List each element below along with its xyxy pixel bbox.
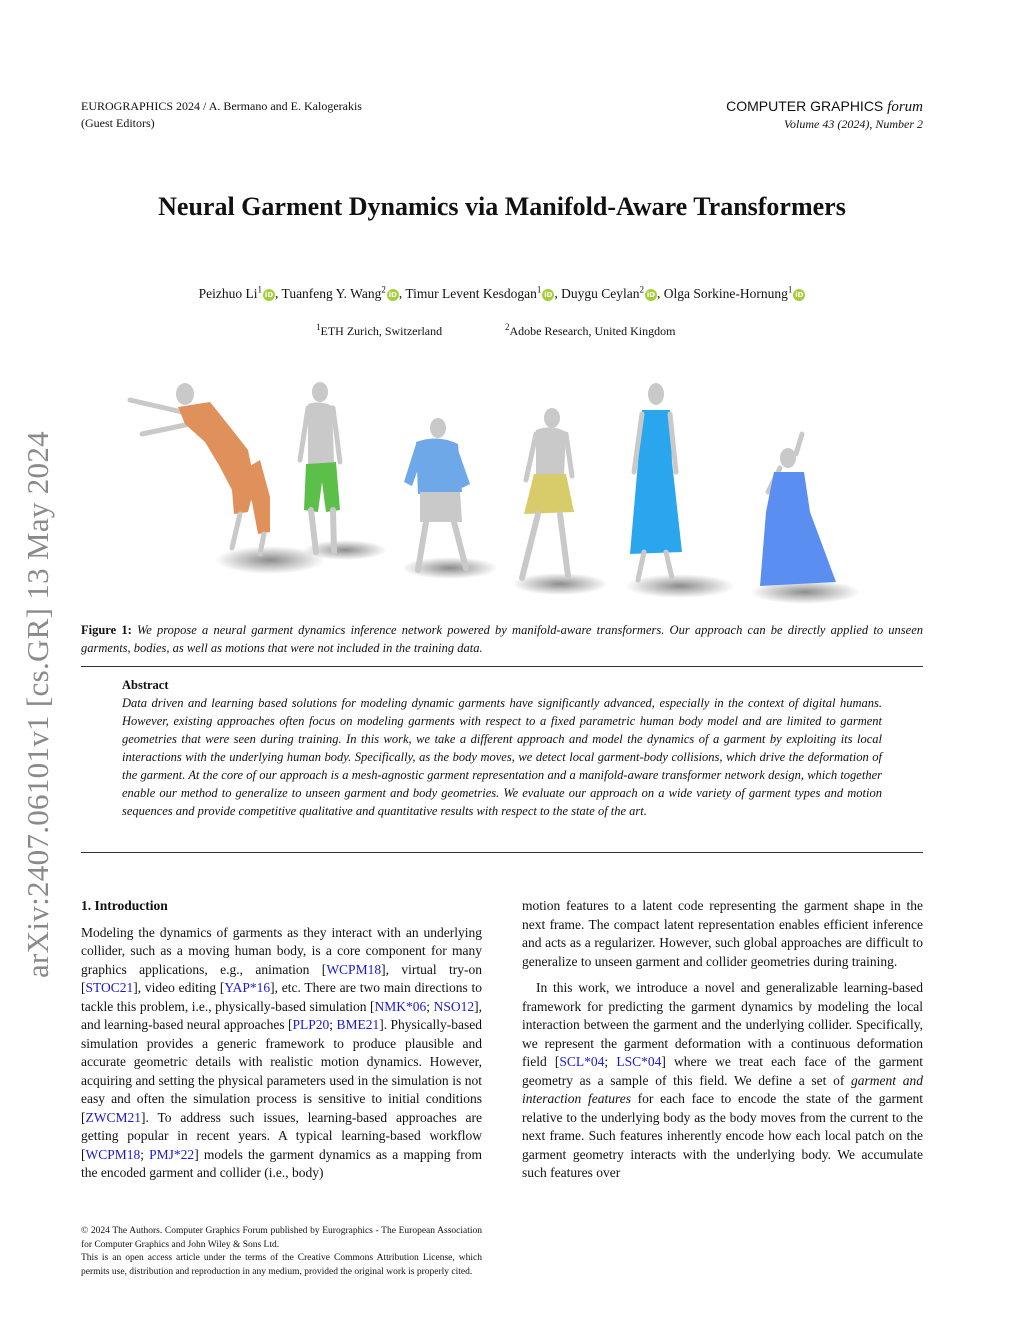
- author-affil-num: 1: [257, 284, 263, 294]
- body-leg: [522, 514, 538, 578]
- author-name: Timur Levent Kesdogan: [405, 285, 537, 301]
- journal-name: [726, 98, 923, 116]
- caption-label: Figure 1:: [81, 623, 132, 637]
- author-affil-num: 2: [639, 284, 644, 294]
- caption-text: We propose a neural garment dynamics inference network powered by manifold-aware transformers. Our approach can be directly applied to unseen garments, bodies, as well as motions that were not included in the training data.: [81, 623, 924, 655]
- conference-line: EUROGRAPHICS 2024 / A. Bermano and E. Kalogerakis: [81, 99, 362, 113]
- character-green-shorts: [300, 382, 387, 560]
- paragraph-text: ], and learning-based neural approaches [: [81, 998, 482, 1032]
- paragraph-text: ] where we treat each face of the garment geometry as a sample of this field. We define a set of: [522, 1054, 923, 1088]
- citation-link[interactable]: LSC*04: [616, 1054, 662, 1069]
- body-arm: [130, 400, 182, 412]
- paragraph-text: ], video editing [: [133, 980, 225, 995]
- author-name: Duygu Ceylan: [561, 285, 640, 301]
- paragraph-text: ;: [604, 1054, 617, 1069]
- citation-link[interactable]: PLP20: [292, 1017, 330, 1032]
- body-leg: [666, 552, 672, 578]
- abstract-bottom-rule: [81, 852, 923, 853]
- left-column: [81, 897, 482, 1183]
- author[interactable]: [664, 286, 806, 301]
- character-blue-sweater: [402, 418, 498, 579]
- license-line: This is an open access article under the terms of the Creative Commons Attribution License, which permits use, distribution and reproduction in any medium, provided the original work is properly cited.: [81, 1253, 482, 1277]
- body-head: [176, 383, 194, 405]
- copyright-line: © 2024 The Authors. Computer Graphics Forum published by Eurographics - The European Association for Computer Graphics and John Wiley & Sons Ltd.: [81, 1226, 482, 1250]
- citation-link[interactable]: NSO12: [433, 998, 475, 1014]
- author-name: Tuanfeng Y. Wang: [281, 285, 382, 301]
- paragraph-text: ]. To address such issues, learning-based approaches are getting popular in recent years. A typical learning-based workflow [: [81, 1109, 482, 1162]
- citation-link[interactable]: NMK*06: [374, 998, 427, 1014]
- journal-caps: COMPUTER GRAPHICS: [726, 98, 884, 114]
- character-orange-jumpsuit: [130, 383, 325, 574]
- author-name: Peizhuo Li: [198, 285, 258, 301]
- journal-forum: forum: [887, 99, 923, 115]
- paragraph-text: ] models the garment dynamics as a mapping from the encoded garment and collider (i.e., body): [81, 1146, 482, 1180]
- citation-link[interactable]: STOC21: [85, 980, 134, 995]
- paragraph-text: ], virtual try-on [: [81, 961, 482, 995]
- character-cyan-dress: [625, 383, 735, 598]
- citation-link[interactable]: WCPM18: [326, 961, 382, 977]
- body-leg: [232, 514, 240, 548]
- affiliation-num: 1: [316, 322, 321, 332]
- intro-paragraph-1: [81, 924, 482, 1183]
- body-arm: [333, 408, 340, 462]
- affiliation: [316, 322, 442, 339]
- citation-link[interactable]: YAP*16: [224, 980, 271, 995]
- ground-shadow: [625, 574, 735, 598]
- paragraph-text: ], etc. There are two main directions to tackle this problem, i.e., physically-based simulation [: [81, 980, 483, 1014]
- teaser-figure: [120, 372, 860, 612]
- body-leg: [560, 514, 568, 576]
- garment-shape: [760, 472, 836, 586]
- orcid-icon[interactable]: iD: [646, 290, 656, 299]
- abstract: [122, 676, 882, 820]
- orcid-icon[interactable]: iD: [264, 290, 274, 299]
- body-head: [544, 408, 560, 428]
- author[interactable]: [199, 286, 275, 301]
- guest-editors-line: (Guest Editors): [81, 116, 155, 130]
- body-head: [312, 382, 328, 402]
- paragraph-text: for each face to encode the state of the garment relative to the underlying body as the body moves from the current to the next frame. Such features inherently encode how each local patch on the garment geometry interacts with the underlying body. We accumulate such features over: [522, 1091, 923, 1180]
- orcid-icon[interactable]: iD: [795, 290, 804, 299]
- body-leg: [638, 552, 644, 580]
- body-arm: [566, 434, 572, 476]
- abstract-heading: Abstract: [122, 678, 169, 692]
- abstract-body: Data driven and learning based solutions for modeling dynamic garments have significantly advanced, especially in the context of digital humans. However, existing approaches often focus on modeling garments with respect to a fixed parametric human body model and are limited to garment geometries that were seen during training. In this work, we take a different approach and model the dynamics of a garment by exploiting its local interactions with the underlying human body. Specifically, as the body moves, we detect local garment-body collisions, which drive the deformation of the garment. At the core of our approach is a mesh-agnostic garment representation and a manifold-aware transformer network design, which together enable our method to generalize to unseen garment and body geometries. We evaluate our approach on a wide variety of garment types and motion sequences and provide competitive qualitative and quantitative results with respect to the state of the art.: [122, 696, 882, 818]
- author-affil-num: 2: [381, 284, 386, 294]
- character-blue-gown: [750, 434, 860, 604]
- section-heading: 1. Introduction: [81, 898, 168, 913]
- body-hips: [420, 492, 462, 522]
- body-head: [780, 448, 796, 468]
- citation-link[interactable]: ZWCM21: [85, 1109, 141, 1125]
- author-affil-num: 1: [536, 284, 542, 294]
- ground-shadow: [512, 573, 608, 595]
- author-list: Peizhuo Li$^1$iD , Tuanfeng Y. Wang$^2$iD , Timur Levent Kesdogan$^1$iD , Duygu Ceylan$^2$iD , Olga Sorkine-Hornung$^1$iD: [198, 284, 804, 301]
- copyright-footer: [81, 1225, 482, 1279]
- orcid-icon[interactable]: iD: [544, 290, 553, 299]
- body-head: [648, 383, 664, 405]
- paper-title: Neural Garment Dynamics via Manifold-Aware Transformers: [158, 192, 846, 221]
- author-affil-num: 1: [787, 284, 793, 294]
- affiliation-text: ETH Zurich, Switzerland: [320, 324, 443, 338]
- volume-line: Volume 43 (2024), Number 2: [784, 117, 923, 131]
- affiliation-num: 2: [505, 322, 510, 332]
- body-arm: [526, 434, 536, 480]
- citation-link[interactable]: BME21: [336, 1017, 380, 1032]
- body-head: [430, 418, 446, 438]
- body-torso: [536, 427, 566, 476]
- intro-paragraph-2: motion features to a latent code representing the garment shape in the next frame. The compact latent representation enables efficient inference and acts as a regularizer. However, such global approaches are difficult to generalize to unseen garment and collider geometries during training.: [522, 898, 923, 969]
- author[interactable]: [282, 286, 399, 301]
- author[interactable]: [561, 286, 657, 301]
- paragraph-text: ;: [140, 1146, 150, 1162]
- abstract-top-rule: [81, 666, 923, 667]
- affiliation: [505, 322, 675, 339]
- arxiv-stamp[interactable]: arXiv:2407.06101v1 [cs.GR] 13 May 2024: [20, 431, 55, 978]
- author-name: Olga Sorkine-Hornung: [663, 285, 788, 301]
- emphasis-text: garment and interaction features: [522, 1072, 923, 1106]
- author[interactable]: [405, 286, 554, 301]
- body-arm: [142, 424, 190, 434]
- running-header-left: [81, 98, 362, 132]
- paragraph-text: ;: [329, 1017, 337, 1032]
- body-torso: [308, 402, 334, 464]
- citation-link[interactable]: WCPM18: [85, 1146, 141, 1162]
- running-header-right: [726, 98, 923, 133]
- body-arm: [300, 408, 308, 460]
- right-column: [522, 897, 923, 1183]
- body-arm: [796, 434, 802, 454]
- garment-shape: [524, 474, 574, 514]
- paragraph-text: ]. Physically-based simulation provides a generic framework to produce plausible and accurate geometric details with realistic motion dynamics. However, acquiring and setting the physical parameters used in the simulation is not easy and often the simulation process is sensitive to initial conditions [: [81, 1017, 482, 1125]
- intro-paragraph-3: [522, 979, 923, 1183]
- citation-link[interactable]: PMJ*22: [149, 1146, 195, 1162]
- body-leg: [333, 510, 334, 552]
- paragraph-text: In this work, we introduce a novel and generalizable learning-based framework for predicting the garment dynamics by modeling the local interaction between the garment and the underlying collider. Specifically, we represent the garment deformation with a continuous deformation field [: [522, 980, 923, 1069]
- orcid-icon[interactable]: iD: [388, 290, 397, 299]
- paragraph-text: ;: [426, 998, 434, 1014]
- affiliation-text: Adobe Research, United Kingdom: [509, 324, 676, 338]
- paragraph-text: Modeling the dynamics of garments as they interact with an underlying collider, such as a moving human body, is a core component for many graphics applications, e.g., animation [: [81, 924, 482, 977]
- character-yellow-skirt: [512, 408, 608, 595]
- garment-shape: [304, 462, 340, 512]
- citation-link[interactable]: SCL*04: [559, 1054, 605, 1069]
- figure-caption: [81, 621, 923, 657]
